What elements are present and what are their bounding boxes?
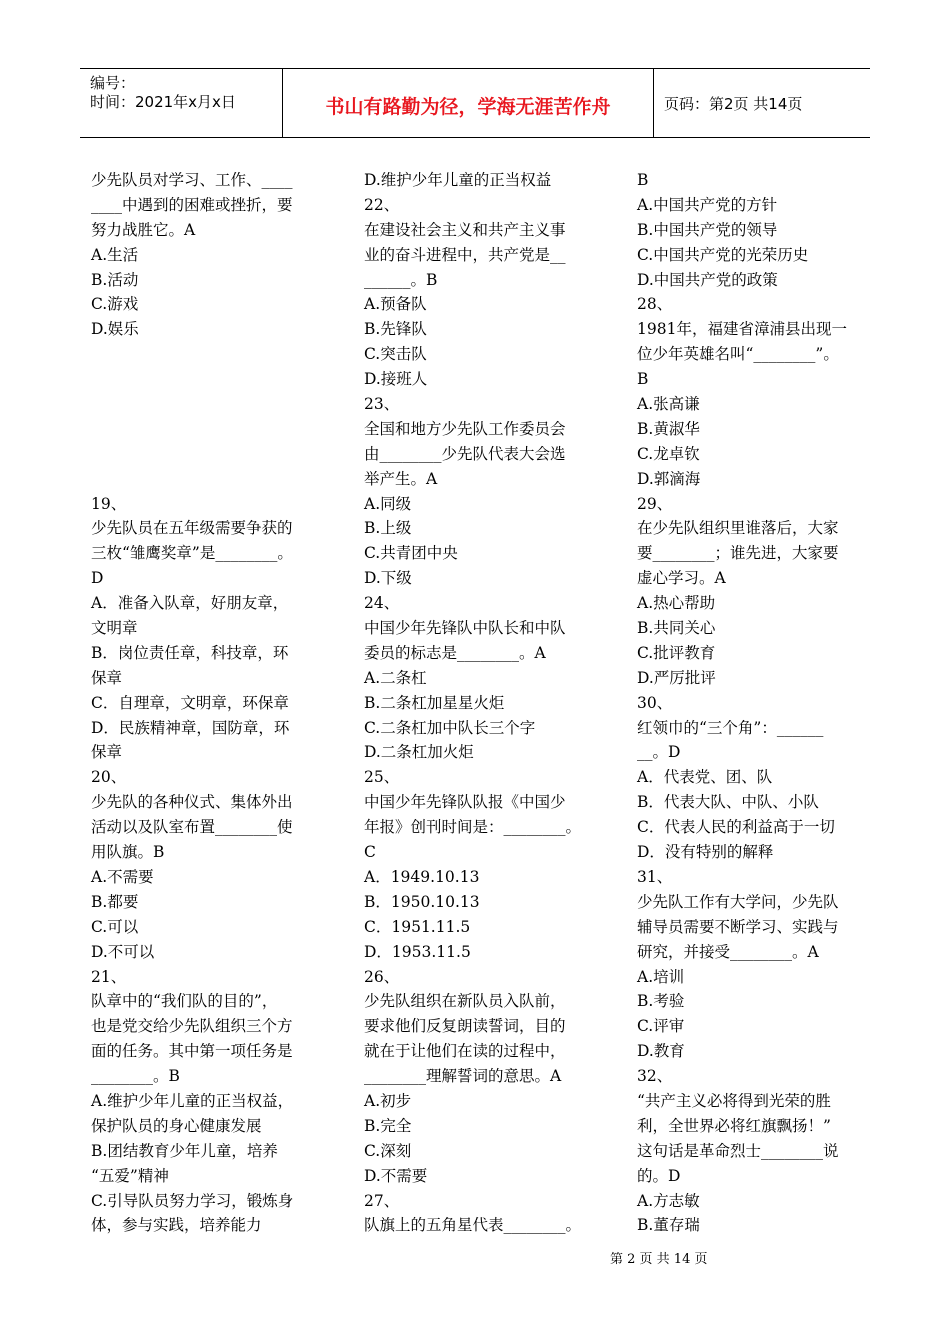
text-line: 23、: [364, 395, 400, 414]
text-line: 位少年英雄名叫“________”。: [637, 345, 839, 364]
text-line: 委员的标志是________。A: [364, 643, 546, 662]
text-line: 在少先队组织里谁落后，大家: [637, 519, 839, 538]
text-line: 面的任务。其中第一项任务是: [91, 1042, 293, 1061]
text-line: 30、: [637, 693, 673, 712]
text-line: [91, 392, 331, 417]
text-line: B．1950.10.13: [364, 892, 480, 911]
text-line: A.维护少年儿童的正当权益，: [91, 1091, 294, 1110]
text-line: 中国少年先锋队队报《中国少: [364, 793, 566, 812]
text-line: 在建设社会主义和共产主义事: [364, 220, 566, 239]
text-line: A.热心帮助: [637, 594, 716, 613]
text-line: 少先队员对学习、工作、____: [91, 171, 293, 189]
text-line: C．代表人民的利益高于一切: [637, 818, 835, 837]
text-line: A.二条杠: [364, 668, 427, 687]
text-line: D.不可以: [91, 942, 155, 961]
text-line: 文明章: [91, 619, 138, 638]
text-line: 活动以及队室布置________使: [91, 818, 293, 837]
text-line: C．1951.11.5: [364, 917, 471, 936]
text-line: 队章中的“我们队的目的”，: [91, 992, 278, 1011]
text-line: B: [637, 370, 649, 389]
text-line: [91, 342, 331, 367]
text-line: 业的奋斗进程中，共产党是__: [364, 245, 566, 264]
text-line: 29、: [637, 494, 673, 513]
text-line: 少先队的各种仪式、集体外出: [91, 793, 293, 812]
text-line: A.预备队: [364, 295, 427, 314]
text-line: 红领巾的“三个角”：______: [637, 718, 824, 737]
text-line: 队旗上的五角星代表________。: [364, 1216, 582, 1235]
text-line: ________。B: [91, 1067, 180, 1086]
motto: 书山有路勤为径，学海无涯苦作舟: [325, 96, 611, 118]
text-line: 少先队组织在新队员入队前，: [364, 992, 566, 1011]
text-line: A.不需要: [91, 867, 154, 886]
text-line: 中国少年先锋队中队长和中队: [364, 619, 566, 638]
document-date: 时间：2021年x月x日: [90, 93, 236, 111]
text-line: 21、: [91, 967, 127, 986]
text-line: D.中国共产党的政策: [637, 270, 778, 289]
text-column-2: [364, 168, 604, 1238]
text-line: B.共同关心: [637, 619, 716, 638]
text-line: [91, 467, 331, 492]
text-column-1: [91, 168, 331, 1238]
text-line: B.中国共产党的领导: [637, 220, 778, 239]
text-line: C.引导队员努力学习，锻炼身: [91, 1191, 294, 1210]
text-line: 32、: [637, 1067, 673, 1086]
text-line: C．自理章，文明章，环保章: [91, 693, 289, 712]
text-line: B．岗位责任章，科技章，环: [91, 643, 289, 662]
text-line: D: [91, 569, 104, 588]
text-line: 1981年，福建省漳浦县出现一: [637, 320, 847, 339]
text-line: “五爱”精神: [91, 1166, 169, 1185]
text-line: 由________少先队代表大会选: [364, 444, 566, 463]
text-line: 这句话是革命烈士________说: [637, 1141, 839, 1160]
text-line: A.方志敏: [637, 1191, 700, 1210]
text-line: A．准备入队章，好朋友章，: [91, 594, 289, 613]
text-line: ________理解誓词的意思。A: [364, 1067, 562, 1086]
text-line: ______。B: [364, 270, 438, 289]
text-line: C.突击队: [364, 345, 427, 364]
text-line: B．代表大队、中队、小队: [637, 793, 819, 812]
text-line: [91, 367, 331, 392]
document-number: 编号：: [90, 74, 136, 92]
text-line: 利，全世界必将红旗飘扬！”: [637, 1116, 831, 1135]
page-footer: 第 2 页 共 14 页: [610, 1252, 708, 1267]
text-line: C.中国共产党的光荣历史: [637, 245, 809, 264]
text-line: 要________；谁先进，大家要: [637, 544, 839, 563]
text-line: B.先锋队: [364, 320, 427, 339]
text-line: 保章: [91, 668, 123, 687]
header-motto-cell: [283, 69, 654, 137]
text-line: D．民族精神章，国防章，环: [91, 718, 290, 737]
page-header: [80, 68, 870, 138]
text-line: 年报》创刊时间是：________。: [364, 818, 582, 837]
text-line: D.教育: [637, 1042, 685, 1061]
text-line: B.考验: [637, 992, 685, 1011]
text-line: C: [364, 843, 376, 862]
text-line: 22、: [364, 195, 400, 214]
text-line: 辅导员需要不断学习、实践与: [637, 917, 839, 936]
text-line: 27、: [364, 1191, 400, 1210]
text-line: D.不需要: [364, 1166, 428, 1185]
text-line: 保护队员的身心健康发展: [91, 1116, 262, 1135]
header-page-cell: [654, 69, 870, 137]
text-line: __。D: [637, 743, 681, 762]
text-line: 全国和地方少先队工作委员会: [364, 419, 566, 438]
text-line: D.严厉批评: [637, 668, 716, 687]
text-line: D.接班人: [364, 370, 428, 389]
text-line: 的。D: [637, 1166, 681, 1185]
text-line: C.共青团中央: [364, 544, 458, 563]
text-line: [91, 417, 331, 442]
text-line: 就在于让他们在读的过程中，: [364, 1042, 566, 1061]
text-line: 努力战胜它。A: [91, 220, 196, 239]
text-line: A.培训: [637, 967, 685, 986]
text-line: 31、: [637, 867, 673, 886]
text-line: D.二条杠加火炬: [364, 743, 474, 762]
text-line: 28、: [637, 295, 673, 314]
text-line: A．代表党、团、队: [637, 768, 773, 787]
text-line: B.上级: [364, 519, 412, 538]
text-line: 也是党交给少先队组织三个方: [91, 1017, 293, 1036]
text-line: D．1953.11.5: [364, 942, 471, 961]
text-line: 26、: [364, 967, 400, 986]
text-line: 举产生。A: [364, 469, 438, 488]
text-line: C.游戏: [91, 295, 139, 314]
text-line: C.深刻: [364, 1141, 412, 1160]
text-line: B: [637, 171, 649, 189]
text-line: 三枚“雏鹰奖章”是________。: [91, 544, 293, 563]
text-line: A.初步: [364, 1091, 412, 1110]
text-line: 少先队员在五年级需要争获的: [91, 519, 293, 538]
text-line: A.生活: [91, 245, 139, 264]
text-line: B.团结教育少年儿童，培养: [91, 1141, 278, 1160]
text-line: D.郭滴海: [637, 469, 701, 488]
text-line: D．没有特别的解释: [637, 843, 774, 862]
text-line: “共产主义必将得到光荣的胜: [637, 1091, 831, 1110]
text-line: 19、: [91, 494, 127, 513]
text-line: D.下级: [364, 569, 412, 588]
text-line: C.龙卓钦: [637, 444, 700, 463]
text-line: 研究，并接受________。A: [637, 942, 819, 961]
text-line: 少先队工作有大学问，少先队: [637, 892, 839, 911]
text-line: B.活动: [91, 270, 139, 289]
text-line: 体，参与实践，培养能力: [91, 1216, 262, 1235]
text-line: B.完全: [364, 1116, 412, 1135]
text-line: [91, 442, 331, 467]
text-line: 保章: [91, 743, 123, 762]
text-line: 25、: [364, 768, 400, 787]
text-line: B.都要: [91, 892, 139, 911]
text-line: C.批评教育: [637, 643, 716, 662]
text-line: D.维护少年儿童的正当权益: [364, 171, 552, 189]
text-line: C.评审: [637, 1017, 685, 1036]
text-line: 要求他们反复朗读誓词，目的: [364, 1017, 566, 1036]
page-code: 页码：第2页 共14页: [664, 95, 803, 113]
text-line: A.张高谦: [637, 395, 700, 414]
text-line: 20、: [91, 768, 127, 787]
text-line: B.黄淑华: [637, 419, 700, 438]
text-line: A.中国共产党的方针: [637, 195, 778, 214]
text-line: 用队旗。B: [91, 843, 165, 862]
text-line: B.董存瑞: [637, 1216, 700, 1235]
text-line: A.同级: [364, 494, 412, 513]
text-column-3: [637, 168, 877, 1238]
text-line: 虚心学习。A: [637, 569, 726, 588]
text-line: D.娱乐: [91, 320, 139, 339]
text-line: C.可以: [91, 917, 139, 936]
text-line: B.二条杠加星星火炬: [364, 693, 505, 712]
text-line: ____中遇到的困难或挫折，要: [91, 195, 293, 214]
text-line: A．1949.10.13: [364, 867, 480, 886]
text-line: C.二条杠加中队长三个字: [364, 718, 536, 737]
header-info-cell: [80, 69, 283, 137]
text-line: 24、: [364, 594, 400, 613]
